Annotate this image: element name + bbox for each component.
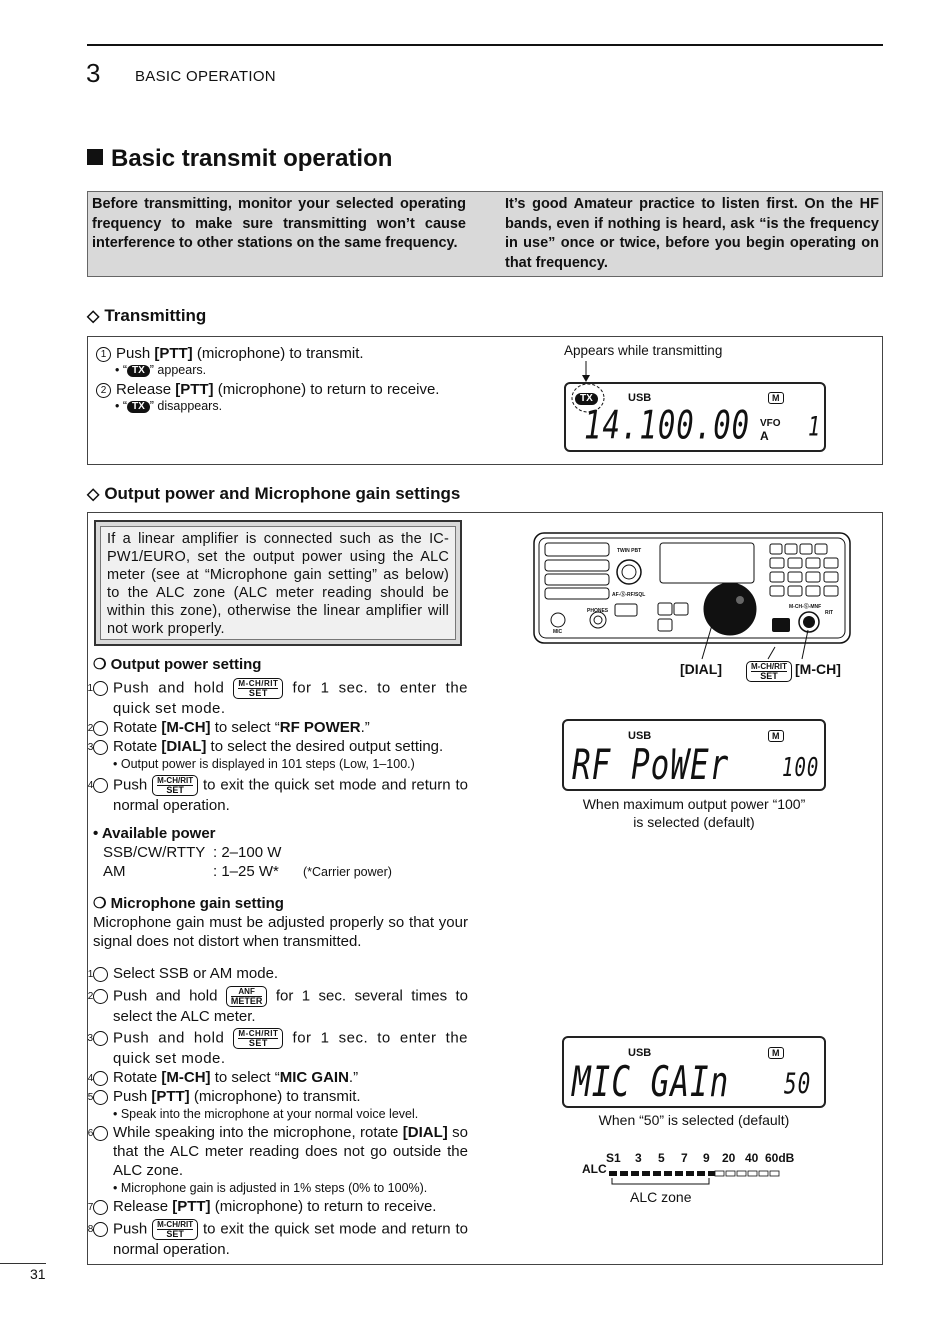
power-step-3: 3 Rotate [DIAL] to select the desired output setting. (87, 738, 444, 755)
lcd-mic-gain-value: 50 (784, 1068, 812, 1101)
tx-callout: Appears while transmitting (564, 343, 723, 358)
lcd-display-mic-gain (562, 1036, 826, 1108)
note-left: Before transmitting, monitor your selected operating frequency to make sure transmitting won’t cause interference to other stations on the same frequency. (92, 196, 466, 251)
label-dial: [DIAL] (680, 661, 722, 677)
alc-scale-tick: 3 (635, 1151, 642, 1165)
available-power-title: • Available power (93, 825, 216, 842)
alc-scale-tick: 40 (745, 1151, 759, 1165)
tx-step-1: 1 Push [PTT] (microphone) to transmit. (96, 344, 364, 363)
alc-zone-bracket (611, 1177, 711, 1189)
note-right: It’s good Amateur practice to listen first. On the HF bands, even if nothing is heard, ask “is the frequency in use” once or twice, before you begin operating on that frequency. (505, 196, 879, 271)
available-power-ssb: SSB/CW/RTTY : 2–100 W (103, 844, 282, 861)
mch-set-key-icon: M-CH/RIT SET (233, 1028, 283, 1049)
lcd-display-rf-power (562, 719, 826, 791)
alc-scale (606, 1151, 796, 1167)
power-step-3-note: • Output power is displayed in 101 steps (Low, 1–100.) (113, 757, 415, 771)
lcd-mode: USB (628, 392, 652, 404)
square-bullet-icon (87, 149, 103, 165)
radio-callout-lines (690, 625, 820, 660)
mic-step-2: 2 Push and hold ANF METER for 1 sec. several times to select the ALC meter. (87, 987, 469, 1025)
chapter-number: 3 (86, 58, 101, 88)
tx-badge: TX (127, 365, 150, 377)
anf-meter-key-icon: ANF METER (226, 986, 268, 1007)
alc-scale-tick: 9 (703, 1151, 710, 1165)
lcd-memo-indicator: M (768, 1047, 784, 1059)
lcd-memo-indicator: M (768, 392, 784, 404)
lcd-mode: USB (628, 730, 652, 742)
lcd-rf-power-text: RF PoWEr (572, 741, 730, 790)
radio-label-twin-pbt: TWIN PBT (617, 548, 642, 554)
mic-step-1: 1 Select SSB or AM mode. (87, 965, 279, 982)
mic-gain-heading: ❍ Microphone gain setting (93, 895, 284, 912)
tx-step-2-note: • “ TX ” disappears. (115, 399, 223, 413)
power-step-1: 1 Push and hold M-CH/RIT SET for 1 sec. to enter the quick set mode. (87, 679, 469, 717)
mic-step-5: 5 Push [PTT] (microphone) to transmit. (87, 1088, 361, 1105)
mic-step-3: 3 Push and hold M-CH/RIT SET for 1 sec. to enter the quick set mode. (87, 1029, 469, 1067)
mic-step-6: 6 While speaking into the microphone, rotate [DIAL] so that the ALC meter reading does not go outside the ALC zone. (87, 1124, 469, 1179)
mic-step-8: 8 Push M-CH/RIT SET to exit the quick set mode and return to normal operation. (87, 1220, 468, 1258)
caption-mic-gain: When “50” is selected (default) (598, 1112, 790, 1128)
radio-label-mic: MIC (553, 629, 563, 635)
lcd-channel: 1 (808, 410, 822, 443)
alc-scale-tick: 20 (722, 1151, 736, 1165)
alc-scale-tick: 5 (658, 1151, 665, 1165)
radio-label-af-rf: AF-Ⓢ-RF/SQL (612, 592, 646, 598)
lcd-tx-indicator: TX (575, 393, 598, 405)
note-box (87, 191, 883, 277)
transmitting-box (87, 336, 883, 465)
lcd-frequency: 14.100.00 (584, 402, 751, 448)
tx-step-2: 2 Release [PTT] (microphone) to return to receive. (96, 380, 439, 399)
mch-set-key-icon: M-CH/RIT SET (233, 678, 283, 699)
lcd-display-transmit (564, 382, 826, 452)
callout-arrow-icon (576, 361, 596, 383)
label-mch: [M-CH] (795, 661, 841, 677)
alc-label: ALC (582, 1162, 607, 1176)
mch-set-key-icon: M-CH/RIT SET (746, 661, 792, 682)
mch-set-key-label (746, 661, 792, 682)
alc-zone-label: ALC zone (630, 1189, 692, 1205)
alc-scale-tick: 60dB (765, 1151, 795, 1165)
mch-set-key-icon: M-CH/RIT SET (152, 1219, 198, 1240)
power-setting-heading: ❍ Output power setting (93, 656, 262, 673)
lcd-mic-gain-text: MIC GAIn (572, 1058, 730, 1107)
diamond-icon: ◇ (87, 308, 100, 325)
radio-label-mch-mnf: M-CH-Ⓢ-MNF (789, 604, 822, 610)
warning-text: If a linear amplifier is connected such as the IC-PW1/EURO, set the output power using the ALC meter (see at “Microphone gain setting” as below) to the ALC zone (ALC meter reading should be within this zone), otherwise the linear amplifier will not work properly. (100, 526, 456, 640)
page-number: 31 (30, 1266, 46, 1282)
mic-step-7: 7 Release [PTT] (microphone) to return to receive. (87, 1198, 437, 1215)
lcd-vfo-label: VFO (760, 418, 781, 429)
section-title: Basic transmit operation (87, 145, 392, 173)
output-heading: ◇ Output power and Microphone gain settings (87, 484, 461, 503)
circled-number: 2 (96, 383, 111, 398)
chapter-title: BASIC OPERATION (135, 68, 276, 85)
tx-step-1-note: • “ TX ” appears. (115, 363, 207, 377)
circled-number: 1 (96, 347, 111, 362)
mic-step-6-note: • Microphone gain is adjusted in 1% steps (0% to 100%). (113, 1181, 428, 1195)
radio-label-phones: PHONES (587, 608, 609, 614)
mic-step-4: 4 Rotate [M-CH] to select “MIC GAIN.” (87, 1069, 359, 1086)
circle-bullet-icon: ❍ (93, 656, 111, 673)
warning-box (94, 520, 462, 646)
page-number-rule (0, 1263, 46, 1264)
power-step-4: 4 Push M-CH/RIT SET to exit the quick set mode and return to normal operation. (87, 776, 468, 814)
alc-scale-tick: 7 (681, 1151, 688, 1165)
lcd-rf-power-value: 100 (782, 753, 820, 783)
available-power-am: AM : 1–25 W* (*Carrier power) (103, 863, 392, 880)
power-step-2: 2 Rotate [M-CH] to select “RF POWER.” (87, 719, 370, 736)
mic-step-5-note: • Speak into the microphone at your normal voice level. (113, 1107, 419, 1121)
diamond-icon: ◇ (87, 486, 100, 503)
transmitting-heading: ◇ Transmitting (87, 306, 207, 325)
left-column (87, 655, 469, 1259)
caption-rf-power: When maximum output power “100” is selected (default) (582, 796, 806, 830)
circle-bullet-icon: ❍ (93, 895, 111, 912)
lcd-memo-indicator: M (768, 730, 784, 742)
radio-label-rit: RIT (825, 610, 834, 616)
header-rule (87, 44, 883, 46)
mch-set-key-icon: M-CH/RIT SET (152, 775, 198, 796)
alc-scale-tick: S1 (606, 1151, 621, 1165)
lcd-vfo-sub: A (760, 429, 769, 443)
lcd-mode: USB (628, 1047, 652, 1059)
tx-badge: TX (127, 401, 150, 413)
mic-gain-intro: Microphone gain must be adjusted properly so that your signal does not distort when transmitted. (93, 914, 468, 950)
